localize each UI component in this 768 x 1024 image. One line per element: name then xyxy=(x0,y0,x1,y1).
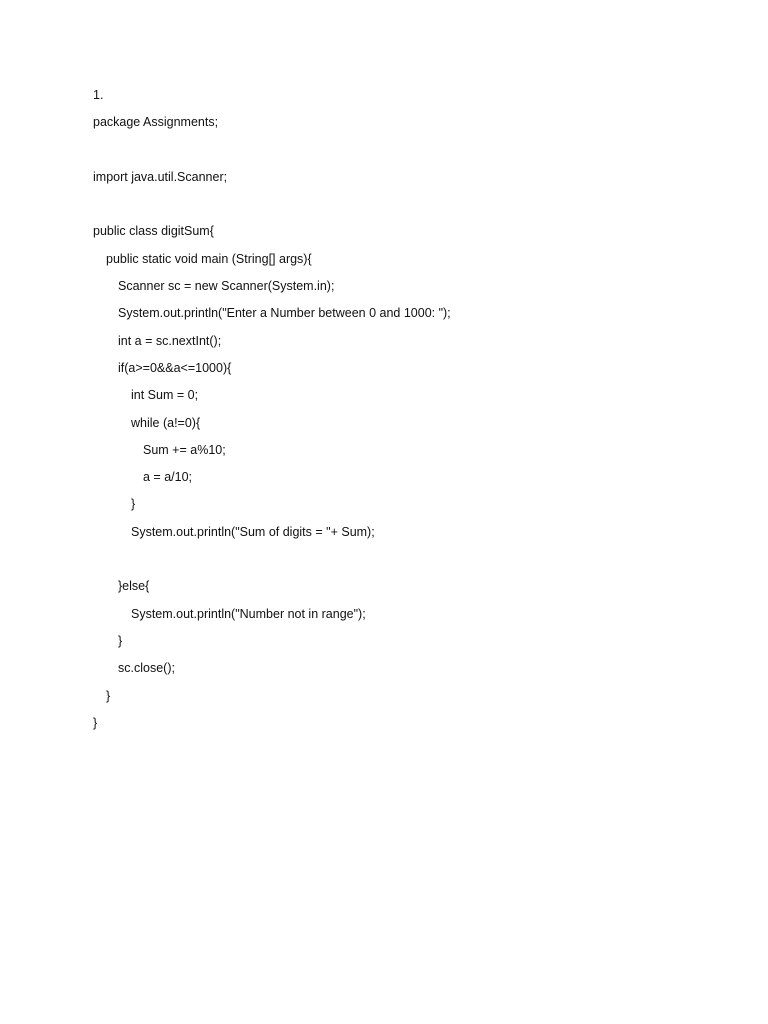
code-line-divide: a = a/10; xyxy=(143,470,192,485)
code-line-import: import java.util.Scanner; xyxy=(93,169,228,184)
code-line-else: }else{ xyxy=(118,579,150,594)
code-line-class-close: } xyxy=(93,715,98,730)
code-line-sum-print: System.out.println("Sum of digits = "+ Sum); xyxy=(131,524,375,539)
code-line-read-int: int a = sc.nextInt(); xyxy=(118,333,222,348)
code-line-if-close: } xyxy=(118,633,123,648)
code-line-while-close: } xyxy=(131,497,136,512)
code-line-class-declaration: public class digitSum{ xyxy=(93,224,214,239)
code-line-package: package Assignments; xyxy=(93,115,219,130)
code-line-prompt-print: System.out.println("Enter a Number between 0 and 1000: "); xyxy=(118,306,451,321)
code-line-while: while (a!=0){ xyxy=(131,415,201,430)
code-line-if-range: if(a>=0&&a<=1000){ xyxy=(118,360,232,375)
code-line-sum-add: Sum += a%10; xyxy=(143,442,226,457)
code-line-sum-init: int Sum = 0; xyxy=(131,388,199,403)
code-line-scanner-close: sc.close(); xyxy=(118,661,175,676)
question-number: 1. xyxy=(93,88,104,102)
code-line-main-method: public static void main (String[] args){ xyxy=(106,251,312,266)
code-line-scanner-init: Scanner sc = new Scanner(System.in); xyxy=(118,279,335,294)
code-line-method-close: } xyxy=(106,688,111,703)
code-line-range-print: System.out.println("Number not in range"); xyxy=(131,606,366,621)
code-listing xyxy=(93,87,713,742)
blank-line xyxy=(93,196,713,223)
blank-line xyxy=(93,142,713,169)
blank-line xyxy=(93,551,713,578)
